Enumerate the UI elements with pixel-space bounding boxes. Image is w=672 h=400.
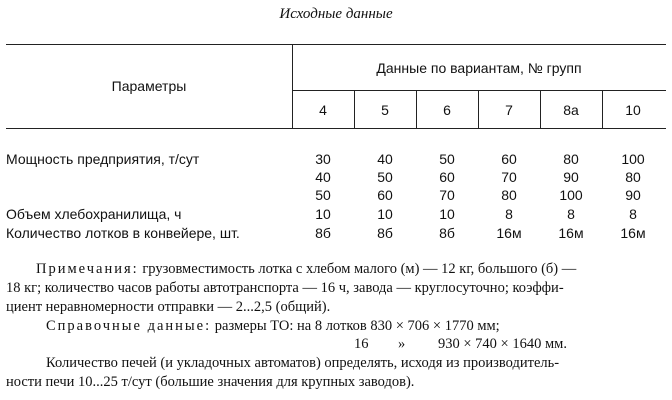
reference-label: Справочные данные: [46, 318, 212, 334]
row-label-trays: Количество лотков в конвейере, шт. [6, 225, 240, 241]
row-label-capacity: Мощность предприятия, т/сут [6, 151, 200, 167]
table-cell: 80 [563, 151, 579, 167]
table-cell: 16м [620, 225, 646, 241]
table-cell: 16м [496, 225, 522, 241]
table-cell: 16м [558, 225, 584, 241]
variants-header: Данные по вариантам, № групп [376, 60, 582, 76]
column-header: 7 [505, 102, 513, 118]
table-cell: 60 [501, 151, 517, 167]
notes-line-2: 18 кг; количество часов работы автотранспорта — 16 ч, завода — круглосуточно; коэффи- [6, 280, 564, 296]
notes-text: грузовместимость лотка с хлебом малого (м) — 12 кг, большого (б) — [142, 261, 577, 277]
table-cell: 8б [377, 225, 393, 241]
table-cell: 8 [629, 206, 637, 222]
table-cell: 8б [439, 225, 455, 241]
table-cell: 90 [563, 169, 579, 185]
column-header: 10 [625, 102, 641, 118]
table-cell: 10 [315, 206, 331, 222]
table-cell: 70 [439, 187, 455, 203]
column-header: 4 [319, 102, 327, 118]
parameters-header: Параметры [111, 78, 187, 94]
reference-dims: 930 × 740 × 1640 мм. [438, 336, 567, 352]
reference-line-1 [6, 317, 666, 335]
notes-label: Примечания: [36, 261, 139, 277]
reference-count: 16 [354, 336, 369, 352]
table-cell: 40 [315, 169, 331, 185]
table-cell: 100 [621, 151, 645, 167]
column-header: 6 [443, 102, 451, 118]
table-cell: 10 [377, 206, 393, 222]
table-cell: 8 [505, 206, 513, 222]
table-cell: 60 [377, 187, 393, 203]
table-cell: 30 [315, 151, 331, 167]
table-header-rule [6, 128, 666, 129]
table-cell: 80 [501, 187, 517, 203]
table-cell: 50 [377, 169, 393, 185]
reference-text: размеры ТО: на 8 лотков 830 × 706 × 1770 мм; [214, 318, 500, 334]
table-cell: 90 [625, 187, 641, 203]
table-cell: 100 [559, 187, 583, 203]
ovens-line-1: Количество печей (и укладочных автоматов) определять, исходя из производитель- [46, 355, 560, 371]
row-label-storage: Объем хлебохранилища, ч [6, 206, 182, 222]
ovens-line-2: ности печи 10...25 т/сут (большие значения для крупных заводов). [6, 374, 415, 390]
column-header: 8а [563, 102, 579, 118]
table-cell: 8 [567, 206, 575, 222]
table-cell: 80 [625, 169, 641, 185]
notes-line-3: циент неравномерности отправки — 2...2,5 (общий). [6, 299, 331, 315]
table-cell: 40 [377, 151, 393, 167]
table-cell: 60 [439, 169, 455, 185]
ditto-mark: » [398, 336, 406, 352]
table-cell: 50 [315, 187, 331, 203]
table-cell: 70 [501, 169, 517, 185]
column-header: 5 [381, 102, 389, 118]
variants-rule [292, 90, 666, 91]
caption: Исходные данные [279, 6, 393, 22]
notes-line-1 [6, 260, 666, 278]
table-cell: 50 [439, 151, 455, 167]
table-cell: 8б [315, 225, 331, 241]
table-cell: 10 [439, 206, 455, 222]
